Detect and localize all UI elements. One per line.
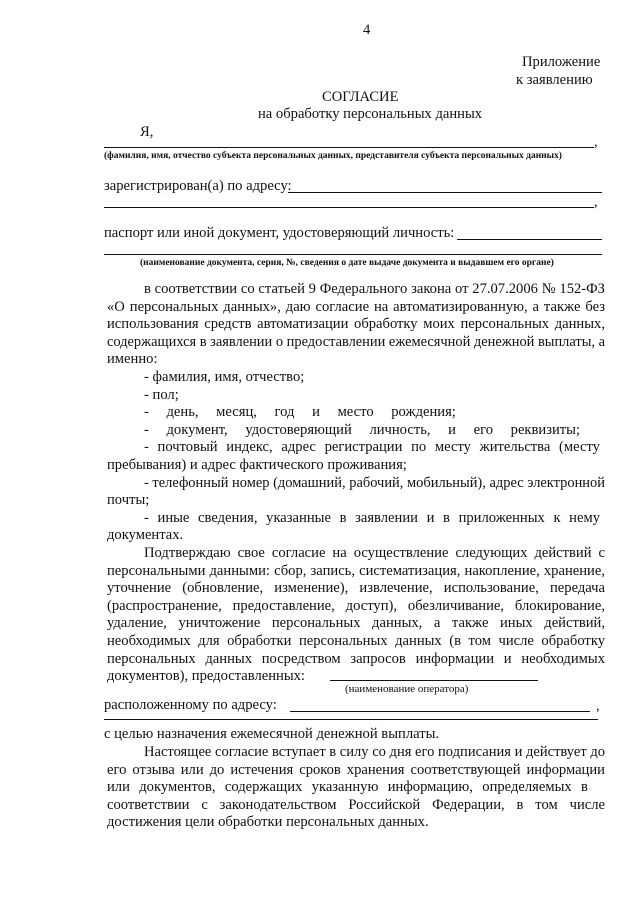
validity-line: или документов, содержащих указанную информацию, определяемых в	[107, 779, 588, 796]
list-item: - день, месяц, год и место рождения;	[144, 404, 456, 421]
address-label: зарегистрирован(а) по адресу:	[104, 178, 292, 194]
list-item: - фамилия, имя, отчество;	[144, 369, 305, 385]
list-item: почты;	[107, 492, 150, 509]
consent-line: «О персональных данных», даю согласие на автоматизированную, а также без	[107, 298, 605, 315]
data-list	[107, 369, 605, 545]
address-line-1[interactable]	[288, 192, 602, 193]
consent-paragraph	[107, 281, 605, 369]
page-number: 4	[363, 22, 371, 38]
document-title: СОГЛАСИЕ	[322, 89, 399, 105]
operator-name-line[interactable]	[330, 680, 538, 681]
actions-line: удаление, уничтожение персональных данных, а также иных действий,	[107, 615, 605, 632]
passport-label: паспорт или иной документ, удостоверяющий личность:	[104, 225, 455, 241]
validity-line: его отзыва или до истечения сроков хранения соответствующей информации	[107, 761, 605, 778]
actions-line: (распространение, предоставление, доступ), обезличивание, блокирование,	[107, 597, 605, 614]
i-label: Я,	[140, 124, 154, 140]
operator-address-comma: ,	[596, 698, 600, 714]
list-item: документах.	[107, 527, 184, 544]
appendix-subtitle: к заявлению	[516, 72, 593, 88]
operator-line[interactable]	[104, 719, 598, 720]
full-name-comma: ,	[594, 134, 598, 150]
list-item: - документ, удостоверяющий личность, и его реквизиты;	[144, 421, 581, 438]
validity-line: Настоящее согласие вступает в силу со дня его подписания и действует до	[144, 744, 605, 760]
actions-line: персональных данных посредством запросов информации и необходимых	[107, 650, 605, 667]
consent-line: в соответствии со статьей 9 Федерального закона от 27.07.2006 № 152-ФЗ	[144, 281, 605, 297]
document-subtitle: на обработку персональных данных	[258, 106, 483, 122]
actions-line: необходимых для обработки персональных данных (в том числе обработку	[107, 632, 605, 649]
consent-line: именно:	[107, 351, 158, 368]
operator-address-line[interactable]	[290, 711, 590, 712]
list-item: - иные сведения, указанные в заявлении и в приложенных к нему	[144, 509, 600, 526]
validity-line: достижения цели обработки персональных данных.	[107, 814, 429, 831]
passport-line-2[interactable]	[104, 254, 602, 255]
validity-paragraph	[107, 744, 605, 832]
passport-line-1[interactable]	[457, 239, 602, 240]
validity-line: соответствии с законодательством Российской Федерации, в том числе	[107, 796, 605, 813]
appendix-title: Приложение	[522, 54, 601, 70]
full-name-line[interactable]	[104, 147, 594, 148]
address-line-2[interactable]	[104, 207, 594, 208]
address-comma: ,	[594, 194, 598, 210]
operator-hint: (наименование оператора)	[345, 683, 469, 695]
actions-line: персональными данными: сбор, запись, систематизация, накопление, хранение,	[107, 562, 605, 579]
operator-address-label: расположенному по адресу:	[104, 697, 277, 713]
actions-line: уточнение (обновление, изменение), извлечение, использование, передача	[107, 580, 605, 597]
actions-line: Подтверждаю свое согласие на осуществление следующих действий с	[144, 545, 605, 561]
actions-line: документов), предоставленных:	[107, 668, 305, 685]
list-item: - почтовый индекс, адрес регистрации по месту жительства (месту	[144, 439, 600, 456]
list-item: пребывания) и адрес фактического проживания;	[107, 456, 407, 473]
consent-line: использования средств автоматизации обработку моих персональных данных,	[107, 316, 605, 333]
purpose-text: с целью назначения ежемесячной денежной выплаты.	[104, 726, 440, 742]
consent-line: содержащихся в заявлении о предоставлении ежемесячной денежной выплаты, а	[107, 333, 605, 350]
list-item: - пол;	[144, 386, 179, 403]
passport-hint: (наименование документа, серия, №, сведения о дате выдаче документа и выдавшем его органе)	[140, 258, 554, 268]
actions-paragraph	[107, 545, 605, 686]
list-item: - телефонный номер (домашний, рабочий, мобильный), адрес электронной	[144, 474, 605, 491]
full-name-hint: (фамилия, имя, отчество субъекта персональных данных, представителя субъекта персональных данных)	[104, 151, 562, 161]
